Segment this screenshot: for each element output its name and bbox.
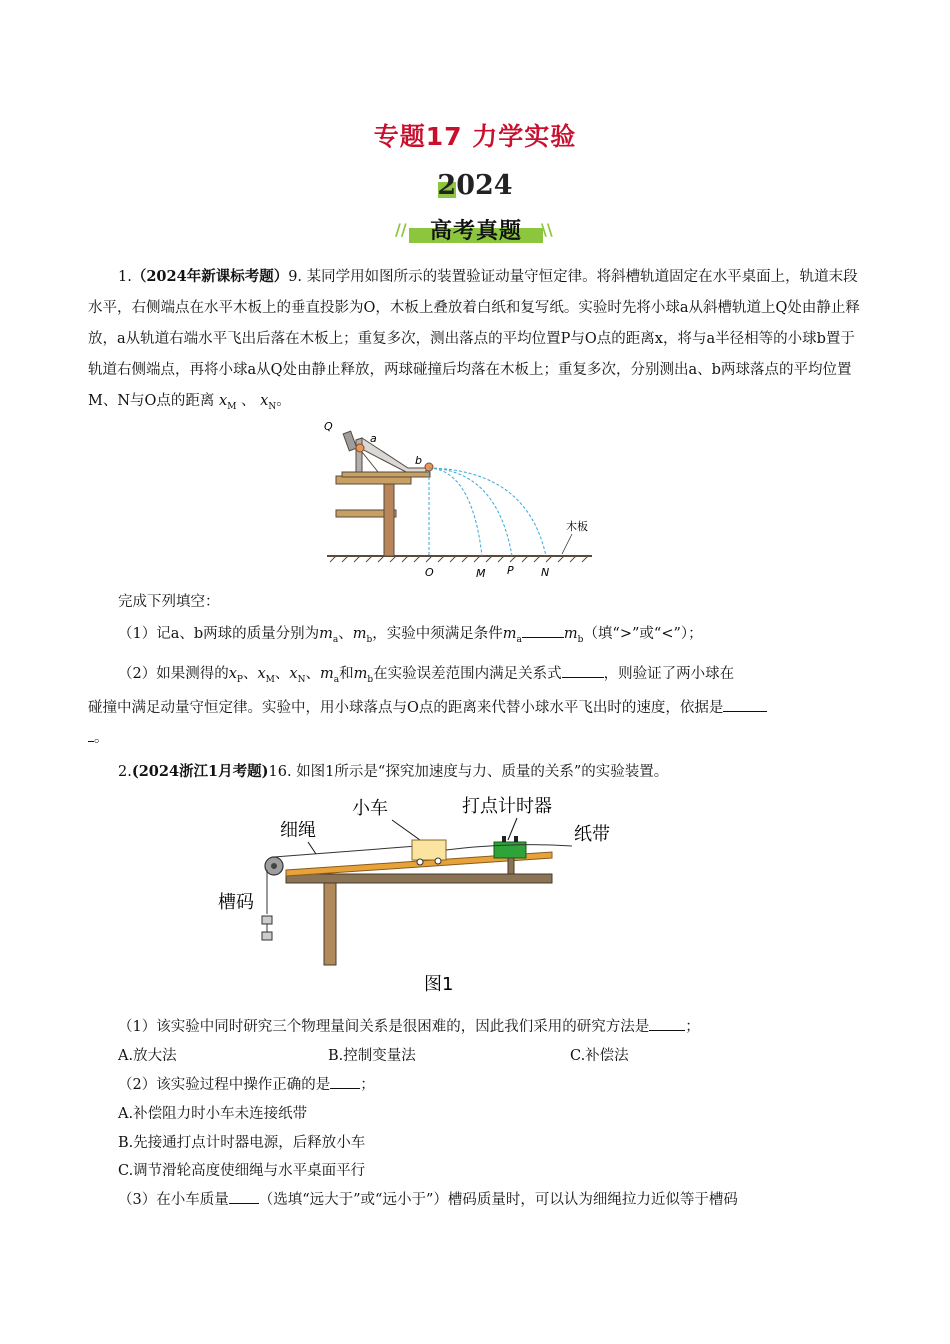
q2-sub1-end: ； [685, 1019, 700, 1035]
page-title: 专题17 力学实验 [373, 122, 577, 151]
ball-a [356, 444, 364, 452]
q2-sub2 [118, 1073, 375, 1094]
q1-sub1-mb: m [352, 626, 367, 642]
q1-sub1-mb2: m [563, 626, 578, 642]
label-b: b [415, 454, 422, 467]
q1-sub2-blank2[interactable] [723, 697, 767, 712]
weight-lower [262, 932, 272, 940]
q2-sub2-option-c[interactable]: C.调节滑轮高度使细绳与水平桌面平行 [118, 1163, 366, 1179]
label-o: O [425, 566, 434, 579]
release-block-q [343, 431, 357, 451]
label-n: N [541, 566, 550, 579]
ball-b [425, 463, 433, 471]
q2-sub2-blank[interactable] [330, 1074, 360, 1089]
q1-source: （2024年新课标考题） [131, 268, 289, 285]
timer-terminal-right [514, 836, 518, 842]
section-banner [395, 214, 557, 246]
q1-sub1-ma2: m [502, 626, 517, 642]
momentum-apparatus-figure [322, 418, 612, 583]
q1-fill-prompt: 完成下列填空： [118, 594, 220, 610]
table-leg [324, 883, 336, 965]
q1-sub1 [118, 622, 703, 645]
q2-sub2-text: （2）该实验过程中操作正确的是 [118, 1077, 331, 1093]
q1-sub1-ma2-sub: a [516, 634, 522, 645]
q2-sub2-end: ； [360, 1077, 375, 1093]
label-timer: 打点计时器 [462, 796, 552, 817]
q1-xn: x [260, 393, 269, 409]
car-wheel-left [417, 859, 423, 865]
q1-sub1-mb-sub: b [366, 634, 373, 645]
q1-sub1-ma: m [319, 626, 333, 642]
car-pointer [392, 820, 420, 840]
acceleration-apparatus-figure [212, 790, 632, 1000]
banner-text: 高考真题 [429, 219, 522, 244]
q1-sub2-xn: x [289, 666, 298, 682]
label-weight: 槽码 [218, 892, 254, 913]
q1-qno: 9. [288, 269, 303, 285]
q1-xm-sub: M [227, 401, 237, 412]
q1-sub1-mid: ，实验中须满足条件 [372, 626, 503, 642]
banner-slash-left: // [395, 220, 407, 239]
year-heading: 2024 [437, 170, 513, 201]
q1-sub2-xp: x [228, 666, 237, 682]
q2-source: (2024浙江1月考题) [131, 763, 269, 780]
q1-sub2-sep2: 、 [274, 666, 290, 682]
q2-text: 如图1所示是“探究加速度与力、质量的关系”的实验装置。 [296, 764, 669, 780]
trajectory-n [429, 468, 546, 556]
label-tape: 纸带 [574, 824, 610, 845]
q1-sub2-xm: x [257, 666, 266, 682]
q2-sub1-option-c[interactable]: C.补偿法 [570, 1048, 629, 1064]
banner-slash-right: \\ [541, 220, 553, 239]
pulley-axle [271, 863, 277, 869]
q1-sub2-blank[interactable] [562, 663, 604, 678]
q1-sub2-mb: m [353, 666, 368, 682]
q1-sub2-ma-sub: a [333, 674, 340, 685]
rope-pointer [308, 842, 316, 854]
trajectory-p [429, 468, 512, 556]
q1-sub2-sep1: 、 [242, 666, 258, 682]
q1-sub1-blank[interactable] [522, 623, 564, 638]
trajectory-m [429, 468, 482, 556]
label-a: a [370, 432, 377, 445]
q1-number: 1. [118, 269, 132, 285]
q1-sub2-sep3: 、 [305, 666, 320, 682]
car-wheel-right [435, 858, 441, 864]
track-base [342, 472, 430, 477]
label-rope: 细绳 [280, 820, 316, 841]
q1-text: 某同学用如图所示的装置验证动量守恒定律。将斜槽轨道固定在水平桌面上，轨道末段水平，右侧端点在水平木板上的垂直投影为O，木板上叠放着白纸和复写纸。实验时先将小球a从斜槽轨道上Q处由静止释放，a从轨道右端水平飞出后落在木板上；重复多次，测出落点的平均位置P与O点的距离x，将与a半径相等的小球b置于轨道右侧端点，再将小球a从Q处由静止释放，两球碰撞后均落在木板上；重复多次，分别测出a、b两球落点的平均位置M、N与O点的距离 [88, 269, 860, 409]
q2-sub1-option-b[interactable]: B.控制变量法 [328, 1048, 416, 1064]
label-p: P [507, 564, 514, 577]
figure-caption: 图1 [424, 974, 454, 995]
q1-sub1-end: （填“>”或“<”）； [583, 626, 703, 642]
q1-sub2-mid: 在实验误差范围内满足关系式 [373, 666, 562, 682]
q1-sep: 、 [241, 393, 256, 409]
rope [274, 846, 417, 857]
q1-sub2-mb-sub: b [367, 674, 374, 685]
table-top [286, 874, 552, 883]
q1-sub2-line2 [88, 696, 767, 717]
q2-sub1-blank[interactable] [649, 1016, 685, 1031]
q2-sub1-option-a[interactable]: A.放大法 [118, 1048, 177, 1064]
board-pointer [562, 534, 572, 554]
q1-end: 。 [276, 393, 291, 409]
q1-sub2-pre: （2）如果测得的 [118, 666, 229, 682]
q2-sub2-option-b[interactable]: B.先接通打点计时器电源，后释放小车 [118, 1135, 366, 1151]
q2-sub3-end: （选填“远大于”或“远小于”）槽码质量时，可以认为细绳拉力近似等于槽码 [258, 1192, 738, 1208]
car-body [412, 840, 446, 860]
q1-sub2-and: 和 [339, 666, 354, 682]
q2-qno: 16. [268, 764, 292, 780]
q2-sub3 [118, 1188, 738, 1209]
label-q: Q [324, 420, 333, 433]
label-board: 木板 [566, 520, 588, 533]
q1-sub2-line3 [88, 726, 109, 747]
label-car: 小车 [352, 798, 388, 819]
table-leg [384, 484, 394, 556]
timer-terminal-left [502, 836, 506, 842]
board-support [508, 858, 514, 874]
q2-sub3-pre: （3）在小车质量 [118, 1192, 229, 1208]
q1-sub2 [118, 662, 734, 685]
q1-sub1-pre: （1）记a、b两球的质量分别为 [118, 626, 320, 642]
q1-sub2-xm-sub: M [265, 674, 275, 685]
track-support [356, 438, 362, 472]
q2-sub1-text: （1）该实验中同时研究三个物理量间关系是很困难的，因此我们采用的研究方法是 [118, 1019, 650, 1035]
q1-sub1-sep: 、 [338, 626, 353, 642]
q1-sub2-ma: m [319, 666, 334, 682]
weight-upper [262, 916, 272, 924]
q1-sub2-end: ，则验证了两小球在 [603, 666, 735, 682]
q1-sub2-line3-end: 。 [94, 730, 109, 746]
question-2 [118, 760, 668, 781]
q2-sub2-option-a[interactable]: A.补偿阻力时小车未连接纸带 [118, 1106, 308, 1122]
q1-sub2-xp-sub: P [236, 674, 243, 685]
q2-number: 2. [118, 764, 132, 780]
question-1 [88, 261, 866, 423]
q1-sub2-line2-text: 碰撞中满足动量守恒定律。实验中，用小球落点与O点的距离来代替小球水平飞出时的速度，依据是 [88, 700, 724, 716]
q2-sub1 [118, 1015, 700, 1036]
label-m: M [476, 567, 486, 580]
q1-xn-sub: N [268, 401, 277, 412]
q1-sub2-xn-sub: N [297, 674, 306, 685]
q1-sub1-ma-sub: a [332, 634, 339, 645]
q2-sub3-blank[interactable] [229, 1189, 259, 1204]
q1-xm: x [219, 393, 228, 409]
q1-sub1-mb2-sub: b [577, 634, 584, 645]
